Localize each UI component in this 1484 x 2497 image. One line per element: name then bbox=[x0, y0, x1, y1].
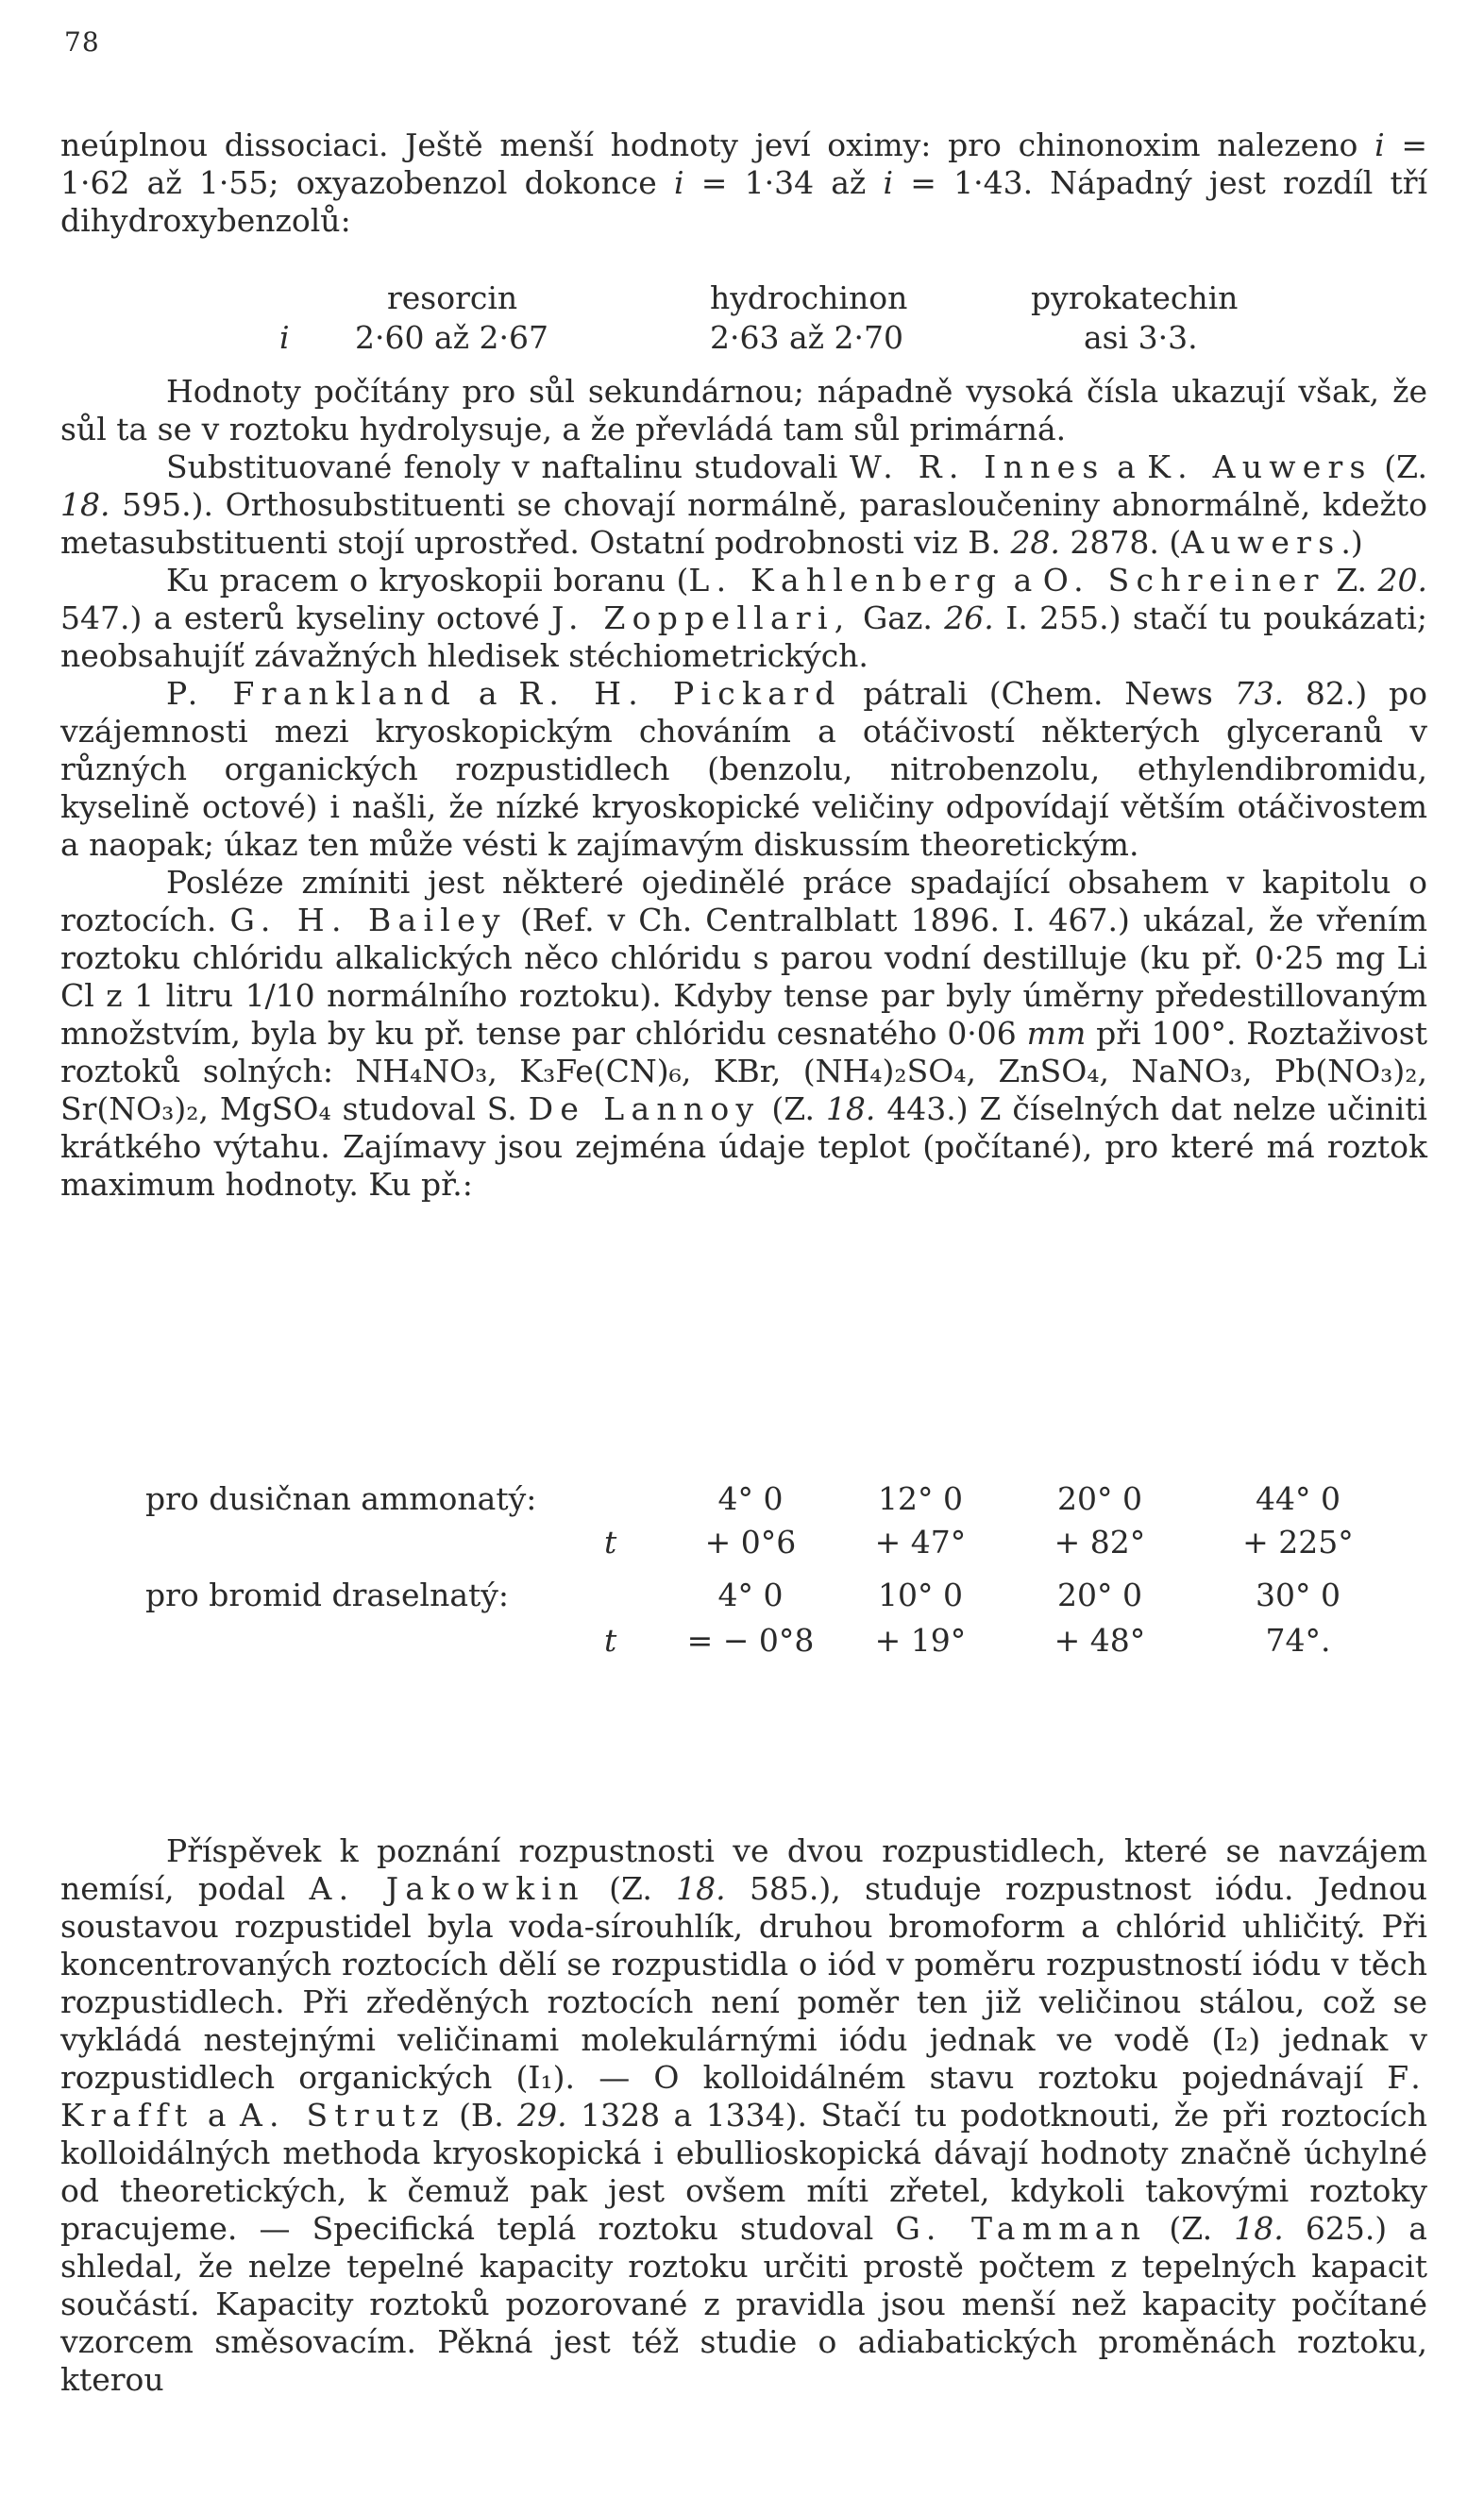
paragraph-hydrolysis: Hodnoty počítány pro sůl sekundárnou; nápadně vysoká čísla ukazují však, že sůl ta se v roztoku hydrolysuje, a že převládá tam sůl primárná. bbox=[60, 373, 1427, 447]
val-2-1: = − 0°8 bbox=[686, 1622, 815, 1659]
val-2-3: + 48° bbox=[1054, 1622, 1146, 1659]
author-de-lannoy: De Lannoy bbox=[528, 1090, 761, 1127]
author-krafft: F. Krafft bbox=[60, 2059, 1427, 2134]
val-2-4: 74°. bbox=[1265, 1622, 1331, 1659]
value-hydrochinon: 2·63 až 2·70 bbox=[710, 319, 903, 356]
paragraph-bailey: Posléze zmíniti jest některé ojedinělé práce spadající obsahem v kapitolu o roztocích. G. H. Bailey (Ref. v Ch. Centralblatt 1896. I. 467.) ukázal, že vřením roztoku chlóridu alkalických něco chlóridu s parou vodní destilluje (ku př. 0·25 mg Li Cl z 1 litru 1/10 normálního roztoku). Kdyby tense par byly úměrny předestillovaným množstvím, byla by ku př. tense par chlóridu cesnatého 0·06 mm při 100°. Roztaživost roztoků solných: NH₄NO₃, K₃Fe(CN)₆, KBr, (NH₄)₂SO₄, ZnSO₄, NaNO₃, Pb(NO₃)₂, Sr(NO₃)₂, MgSO₄ studoval S. De Lannoy (Z. 18. 443.) Z číselných dat nelze učiniti krátkého výtahu. Zajímavy jsou zejména údaje teplot (počítané), pro které má roztok maximum hodnoty. Ku př.: bbox=[60, 864, 1428, 1203]
author-innes: W. R. Innes bbox=[849, 448, 1105, 485]
row-label-i: i bbox=[279, 319, 290, 356]
header-pyrokatechin: pyrokatechin bbox=[1031, 279, 1239, 316]
temp-2-2: 10° 0 bbox=[878, 1577, 963, 1613]
author-auwers-2: Auwers bbox=[1181, 524, 1341, 561]
paragraph-cryoscopy: Ku pracem o kryoskopii boranu (L. Kahlenberg a O. Schreiner Z. 20. 547.) a esterů kyseliny octové J. Zoppellari, Gaz. 26. I. 255.) stačí tu poukázati; neobsahujíť závažných hledisek stéchiometrických. bbox=[60, 562, 1428, 674]
author-strutz: A. Strutz bbox=[239, 2097, 446, 2134]
paragraph-block-main bbox=[60, 373, 1427, 1204]
page-number: 78 bbox=[64, 26, 100, 58]
symbol-i: i = bbox=[1374, 127, 1427, 163]
value-resorcin: 2·60 až 2·67 bbox=[355, 319, 548, 356]
label-ammonium-nitrate: pro dusičnan ammonatý: bbox=[145, 1480, 537, 1517]
thermal-table bbox=[0, 1480, 1484, 1697]
header-hydrochinon: hydrochinon bbox=[710, 279, 908, 316]
paragraph-frankland: P. Frankland a R. H. Pickard pátrali (Chem. News 73. 82.) po vzájemnosti mezi kryoskopickým chováním a otáčivostí některých glyceranů v různých organických rozpustidlech (benzolu, nitrobenzolu, ethylendibromidu, kyselině octové) i našli, že nízké kryoskopické veličiny odpovídají větším otáčivostem a naopak; úkaz ten může vésti k zajímavým diskussím theoretickým. bbox=[60, 675, 1427, 863]
temp-1-3: 20° 0 bbox=[1057, 1480, 1142, 1517]
temp-2-1: 4° 0 bbox=[717, 1577, 784, 1613]
author-pickard: R. H. Pickard bbox=[518, 675, 842, 712]
t-label-1: t bbox=[604, 1524, 617, 1561]
author-kahlenberg: L. Kahlenberg bbox=[688, 562, 1003, 599]
author-frankland: P. Frankland bbox=[166, 675, 458, 712]
val-1-2: + 47° bbox=[874, 1524, 967, 1561]
text-run: neúplnou dissociaci. Ještě menší hodnoty jeví oximy: pro chinonoxim nalezeno bbox=[60, 127, 1358, 163]
val-1-1: + 0°6 bbox=[704, 1524, 797, 1561]
temp-1-1: 4° 0 bbox=[717, 1480, 784, 1517]
header-resorcin: resorcin bbox=[387, 279, 518, 316]
text-run: 1·62 až 1·55; oxyazobenzol dokonce bbox=[60, 164, 657, 201]
author-tamman: G. Tamman bbox=[895, 2210, 1148, 2247]
val-2-2: + 19° bbox=[874, 1622, 967, 1659]
label-potassium-bromide: pro bromid draselnatý: bbox=[145, 1577, 510, 1613]
paragraph-phenols: Substituované fenoly v naftalinu studovali W. R. Innes a K. Auwers (Z. 18. 595.). Orthosubstituenti se chovají normálně, parasloučeniny abnormálně, kdežto metasubstituenti stojí uprostřed. Ostatní podrobnosti viz B. 28. 2878. (Auwers.) bbox=[60, 448, 1427, 561]
paragraph-solubility: Příspěvek k poznání rozpustnosti ve dvou rozpustidlech, které se navzájem nemísí, podal A. Jakowkin (Z. 18. 585.), studuje rozpustnost iódu. Jednou soustavou rozpustidel byla voda-sírouhlík, druhou bromoform a chlórid uhličitý. Při koncentrovaných roztocích dělí se rozpustidla o iód v poměru rozpustností iódu v těch rozpustidlech. Při zředěných roztocích není poměr ten již veličinou stálou, což se vykládá nestejnými veličinami molekulárnými iódu jednak ve vodě (I₂) jednak v rozpustidlech organických (I₁). — O kolloidálném stavu roztoku pojednávají F. Krafft a A. Strutz (B. 29. 1328 a 1334). Stačí tu podotknouti, že při roztocích kolloidálných methoda kryoskopická i ebullioskopická dávají hodnoty značně úchylné od theoretických, k čemuž pak jest ovšem míti zřetel, kdykoli takovými roztoky pracujeme. — Specifická teplá roztoku studoval G. Tamman (Z. 18. 625.) a shledal, že nelze tepelné kapacity roztoku určiti prostě počtem z tepelných kapacit součástí. Kapacity roztoků pozorované z pravidla jsou menší než kapacity počítané vzorcem směsovacím. Pěkná jest též studie o adiabatických proměnách roztoku, kterou bbox=[60, 1832, 1427, 2398]
value-pyrokatechin: asi 3·3. bbox=[1084, 319, 1198, 356]
symbol-i: i = bbox=[673, 164, 728, 201]
temp-2-4: 30° 0 bbox=[1256, 1577, 1341, 1613]
author-bailey: G. H. Bailey bbox=[229, 902, 507, 938]
temp-1-2: 12° 0 bbox=[878, 1480, 963, 1517]
symbol-i: i = bbox=[883, 164, 936, 201]
salt-formulas: NH₄NO₃, K₃Fe(CN)₆, KBr, (NH₄)₂SO₄, ZnSO₄, NaNO₃, Pb(NO₃)₂, Sr(NO₃)₂, MgSO₄ bbox=[60, 1053, 1427, 1127]
author-zoppellari: J. Zoppellari, bbox=[551, 599, 852, 636]
text-run: 1·43. Nápadný jest rozdíl tří dihydroxybenzolů: bbox=[60, 164, 1428, 239]
t-label-2: t bbox=[604, 1622, 617, 1659]
dihydroxybenzol-table bbox=[0, 279, 1484, 355]
temp-2-3: 20° 0 bbox=[1057, 1577, 1142, 1613]
paragraph-dissociation bbox=[60, 127, 1427, 240]
text-run: 1·34 až bbox=[744, 164, 867, 201]
temp-1-4: 44° 0 bbox=[1256, 1480, 1341, 1517]
author-schreiner: O. Schreiner bbox=[1042, 562, 1325, 599]
val-1-4: + 225° bbox=[1242, 1524, 1354, 1561]
author-auwers: K. Auwers bbox=[1147, 448, 1373, 485]
fraction-tenth: 1/10 bbox=[245, 977, 315, 1014]
val-1-3: + 82° bbox=[1054, 1524, 1146, 1561]
author-jakowkin: A. Jakowkin bbox=[309, 1870, 585, 1907]
